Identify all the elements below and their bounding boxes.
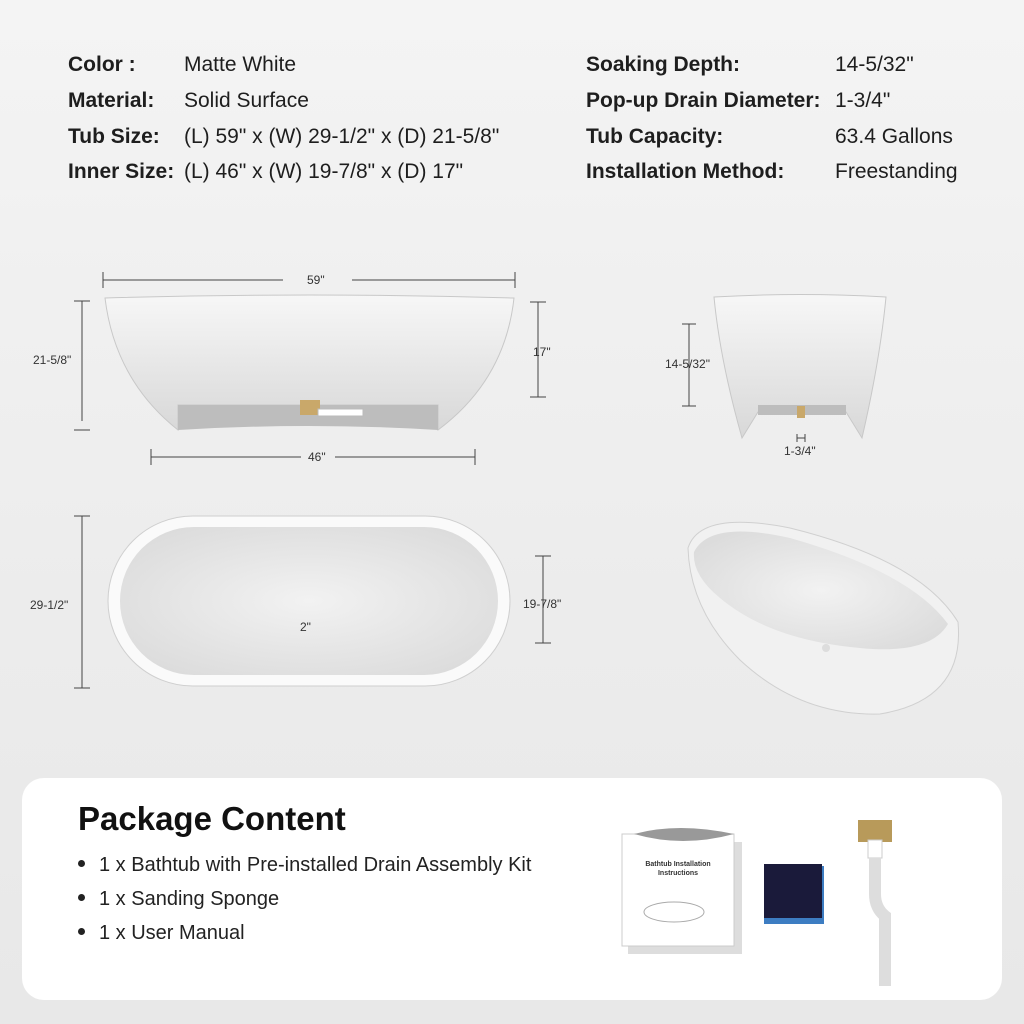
dim-drain-top: 2" — [300, 620, 311, 634]
spec-value-tub-size: (L) 59" x (W) 29-1/2" x (D) 21-5/8" — [184, 125, 500, 148]
spec-value-soaking: 14-5/32" — [835, 53, 914, 76]
dim-inner-width: 19-7/8" — [523, 597, 562, 611]
spec-value-material: Solid Surface — [184, 89, 309, 112]
dim-inner-depth: 17" — [533, 345, 551, 359]
package-title: Package Content — [78, 800, 346, 837]
spec-value-drain: 1-3/4" — [835, 89, 891, 112]
spec-value-inner-size: (L) 46" x (W) 19-7/8" x (D) 17" — [184, 160, 464, 183]
manual-title: Bathtub Installation Instructions — [645, 861, 711, 877]
spec-value-color: Matte White — [184, 53, 297, 76]
spec-value-installation: Freestanding — [835, 160, 958, 183]
dim-drain: 1-3/4" — [784, 444, 816, 458]
spec-label-installation: Installation Method: — [586, 160, 785, 183]
end-view-tub — [714, 295, 886, 439]
dim-length: 59" — [307, 273, 325, 287]
spec-label-tub-size: Tub Size: — [68, 125, 160, 148]
sanding-sponge-image — [764, 864, 824, 924]
package-content-card — [22, 778, 1002, 1000]
package-item: 1 x Sanding Sponge — [78, 888, 279, 911]
perspective-view-tub — [688, 522, 959, 714]
dim-soaking-depth: 14-5/32" — [665, 357, 710, 371]
spec-label-color: Color : — [68, 53, 136, 76]
spec-value-capacity: 63.4 Gallons — [835, 125, 953, 148]
dim-height: 21-5/8" — [33, 353, 72, 367]
user-manual-image — [622, 828, 742, 954]
package-item: 1 x Bathtub with Pre-installed Drain Assembly Kit — [78, 854, 531, 877]
package-item: 1 x User Manual — [78, 922, 245, 945]
top-view-tub — [108, 516, 510, 686]
spec-label-inner-size: Inner Size: — [68, 160, 175, 183]
package-images — [22, 778, 1002, 1000]
dim-inner-length: 46" — [308, 450, 326, 464]
drain-assembly-image — [858, 820, 892, 986]
side-view-tub — [105, 295, 514, 430]
spec-label-material: Material: — [68, 89, 155, 112]
spec-label-drain: Pop-up Drain Diameter: — [586, 89, 821, 112]
dim-width: 29-1/2" — [30, 598, 69, 612]
spec-label-soaking: Soaking Depth: — [586, 53, 741, 76]
spec-label-capacity: Tub Capacity: — [586, 125, 724, 148]
